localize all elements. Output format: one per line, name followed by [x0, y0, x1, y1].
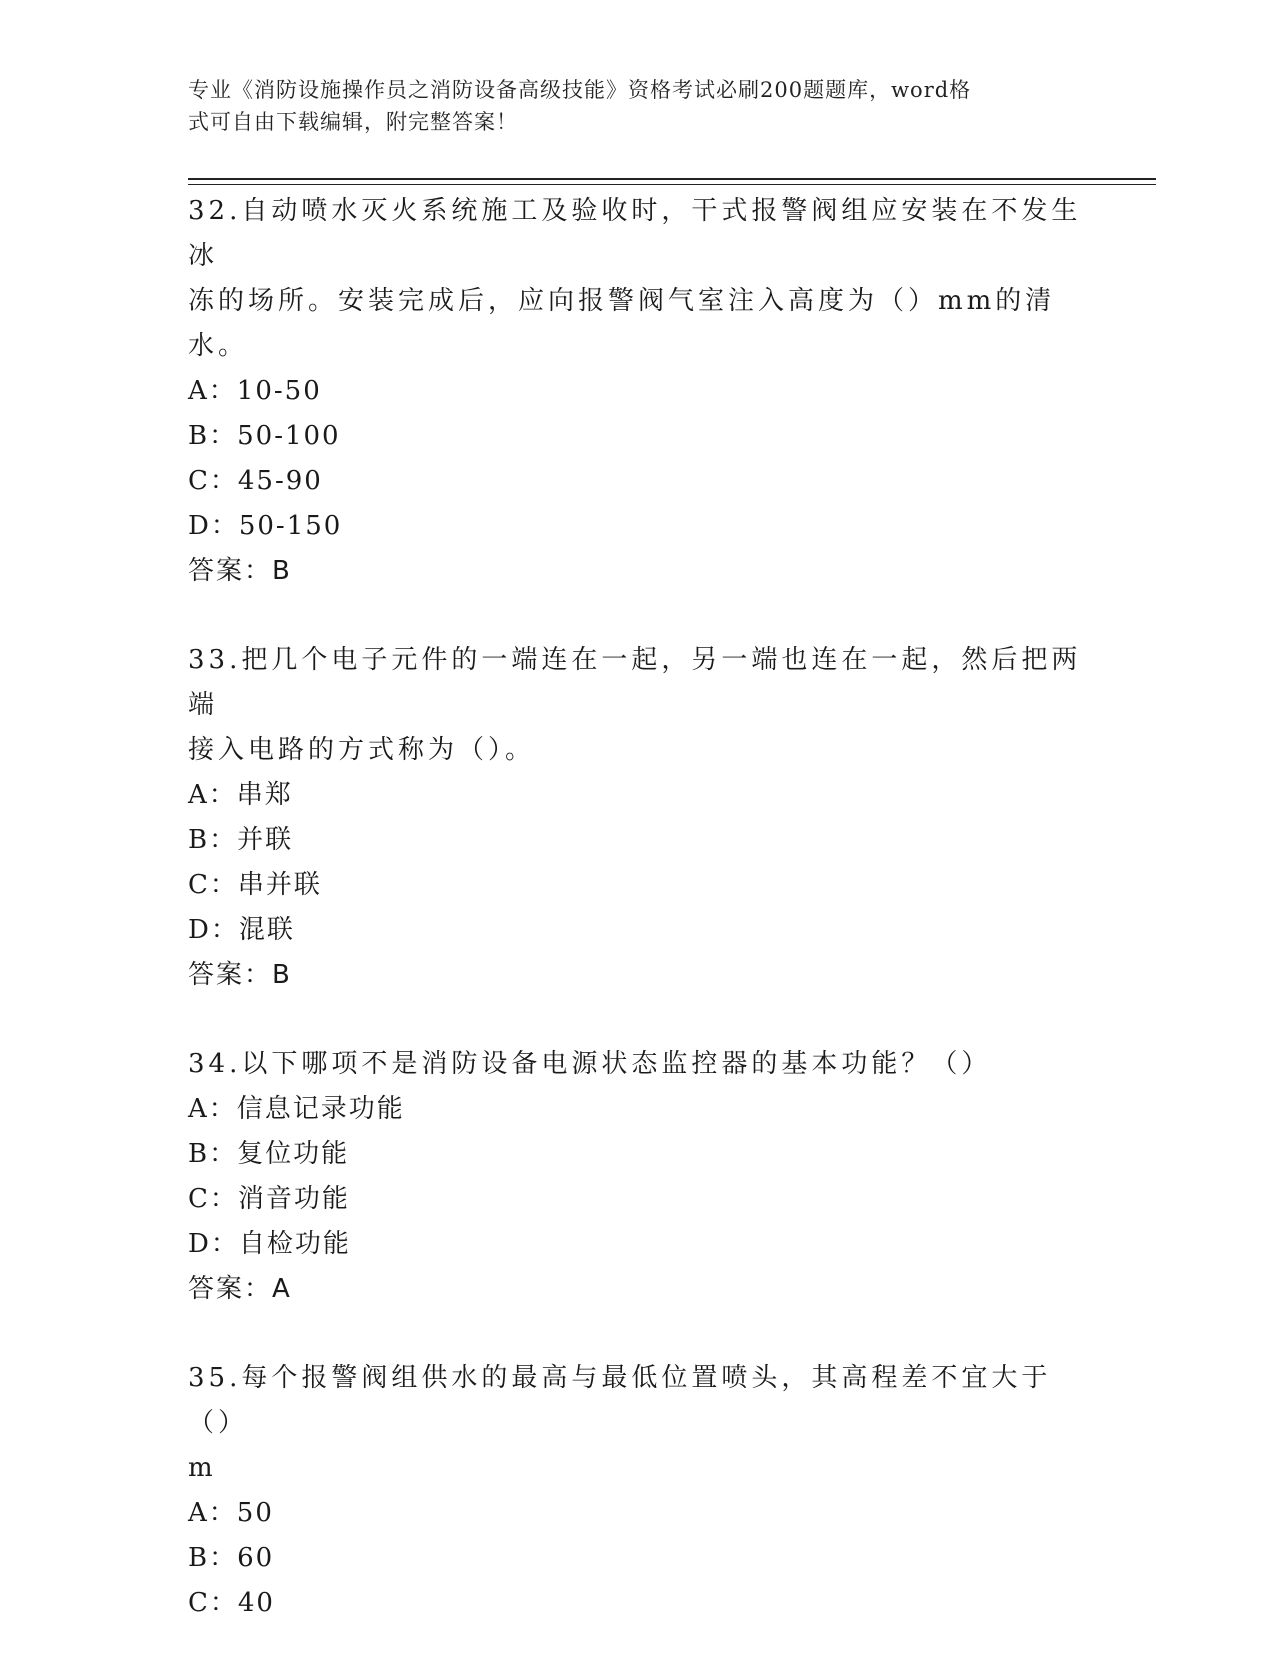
option-b: B：60 [188, 1543, 275, 1573]
question-35 [188, 1356, 1088, 1626]
question-33 [188, 638, 1088, 998]
question-stem-line: 34.以下哪项不是消防设备电源状态监控器的基本功能？（） [188, 1049, 992, 1079]
question-stem-line: 32.自动喷水灭火系统施工及验收时，干式报警阀组应安装在不发生冰 [188, 196, 1082, 271]
question-stem-line: m [188, 1453, 217, 1483]
option-d: D：自检功能 [188, 1229, 351, 1259]
option-d: D：50-150 [188, 511, 343, 541]
question-stem-line: 接入电路的方式称为（）。 [188, 735, 536, 765]
header-divider-thick [188, 178, 1156, 180]
option-a: A：串郑 [188, 780, 293, 810]
header-divider-thin [188, 184, 1156, 185]
option-b: B：50-100 [188, 421, 341, 451]
answer-line: 答案：A [188, 1274, 292, 1304]
question-list [188, 189, 1088, 1670]
option-d: D：混联 [188, 915, 295, 945]
option-a: A：10-50 [188, 376, 322, 406]
question-32 [188, 189, 1088, 594]
question-34 [188, 1042, 1088, 1312]
option-b: B：并联 [188, 825, 294, 855]
option-b: B：复位功能 [188, 1139, 350, 1169]
document-header [188, 74, 1068, 138]
option-c: C：串并联 [188, 870, 322, 900]
question-stem-line: 冻的场所。安装完成后，应向报警阀气室注入高度为（）mm的清水。 [188, 286, 1056, 361]
option-c: C：45-90 [188, 466, 323, 496]
header-line-2: 式可自由下载编辑，附完整答案！ [188, 110, 518, 134]
answer-line: 答案：B [188, 960, 292, 990]
header-line-1: 专业《消防设施操作员之消防设备高级技能》资格考试必刷200题题库，word格 [188, 78, 972, 102]
option-a: A：信息记录功能 [188, 1094, 405, 1124]
answer-line: 答案：B [188, 556, 292, 586]
question-stem-line: 35.每个报警阀组供水的最高与最低位置喷头，其高程差不宜大于（） [188, 1363, 1052, 1438]
option-c: C：消音功能 [188, 1184, 350, 1214]
option-a: A：50 [188, 1498, 274, 1528]
question-stem-line: 33.把几个电子元件的一端连在一起，另一端也连在一起，然后把两端 [188, 645, 1082, 720]
option-c: C：40 [188, 1588, 275, 1618]
